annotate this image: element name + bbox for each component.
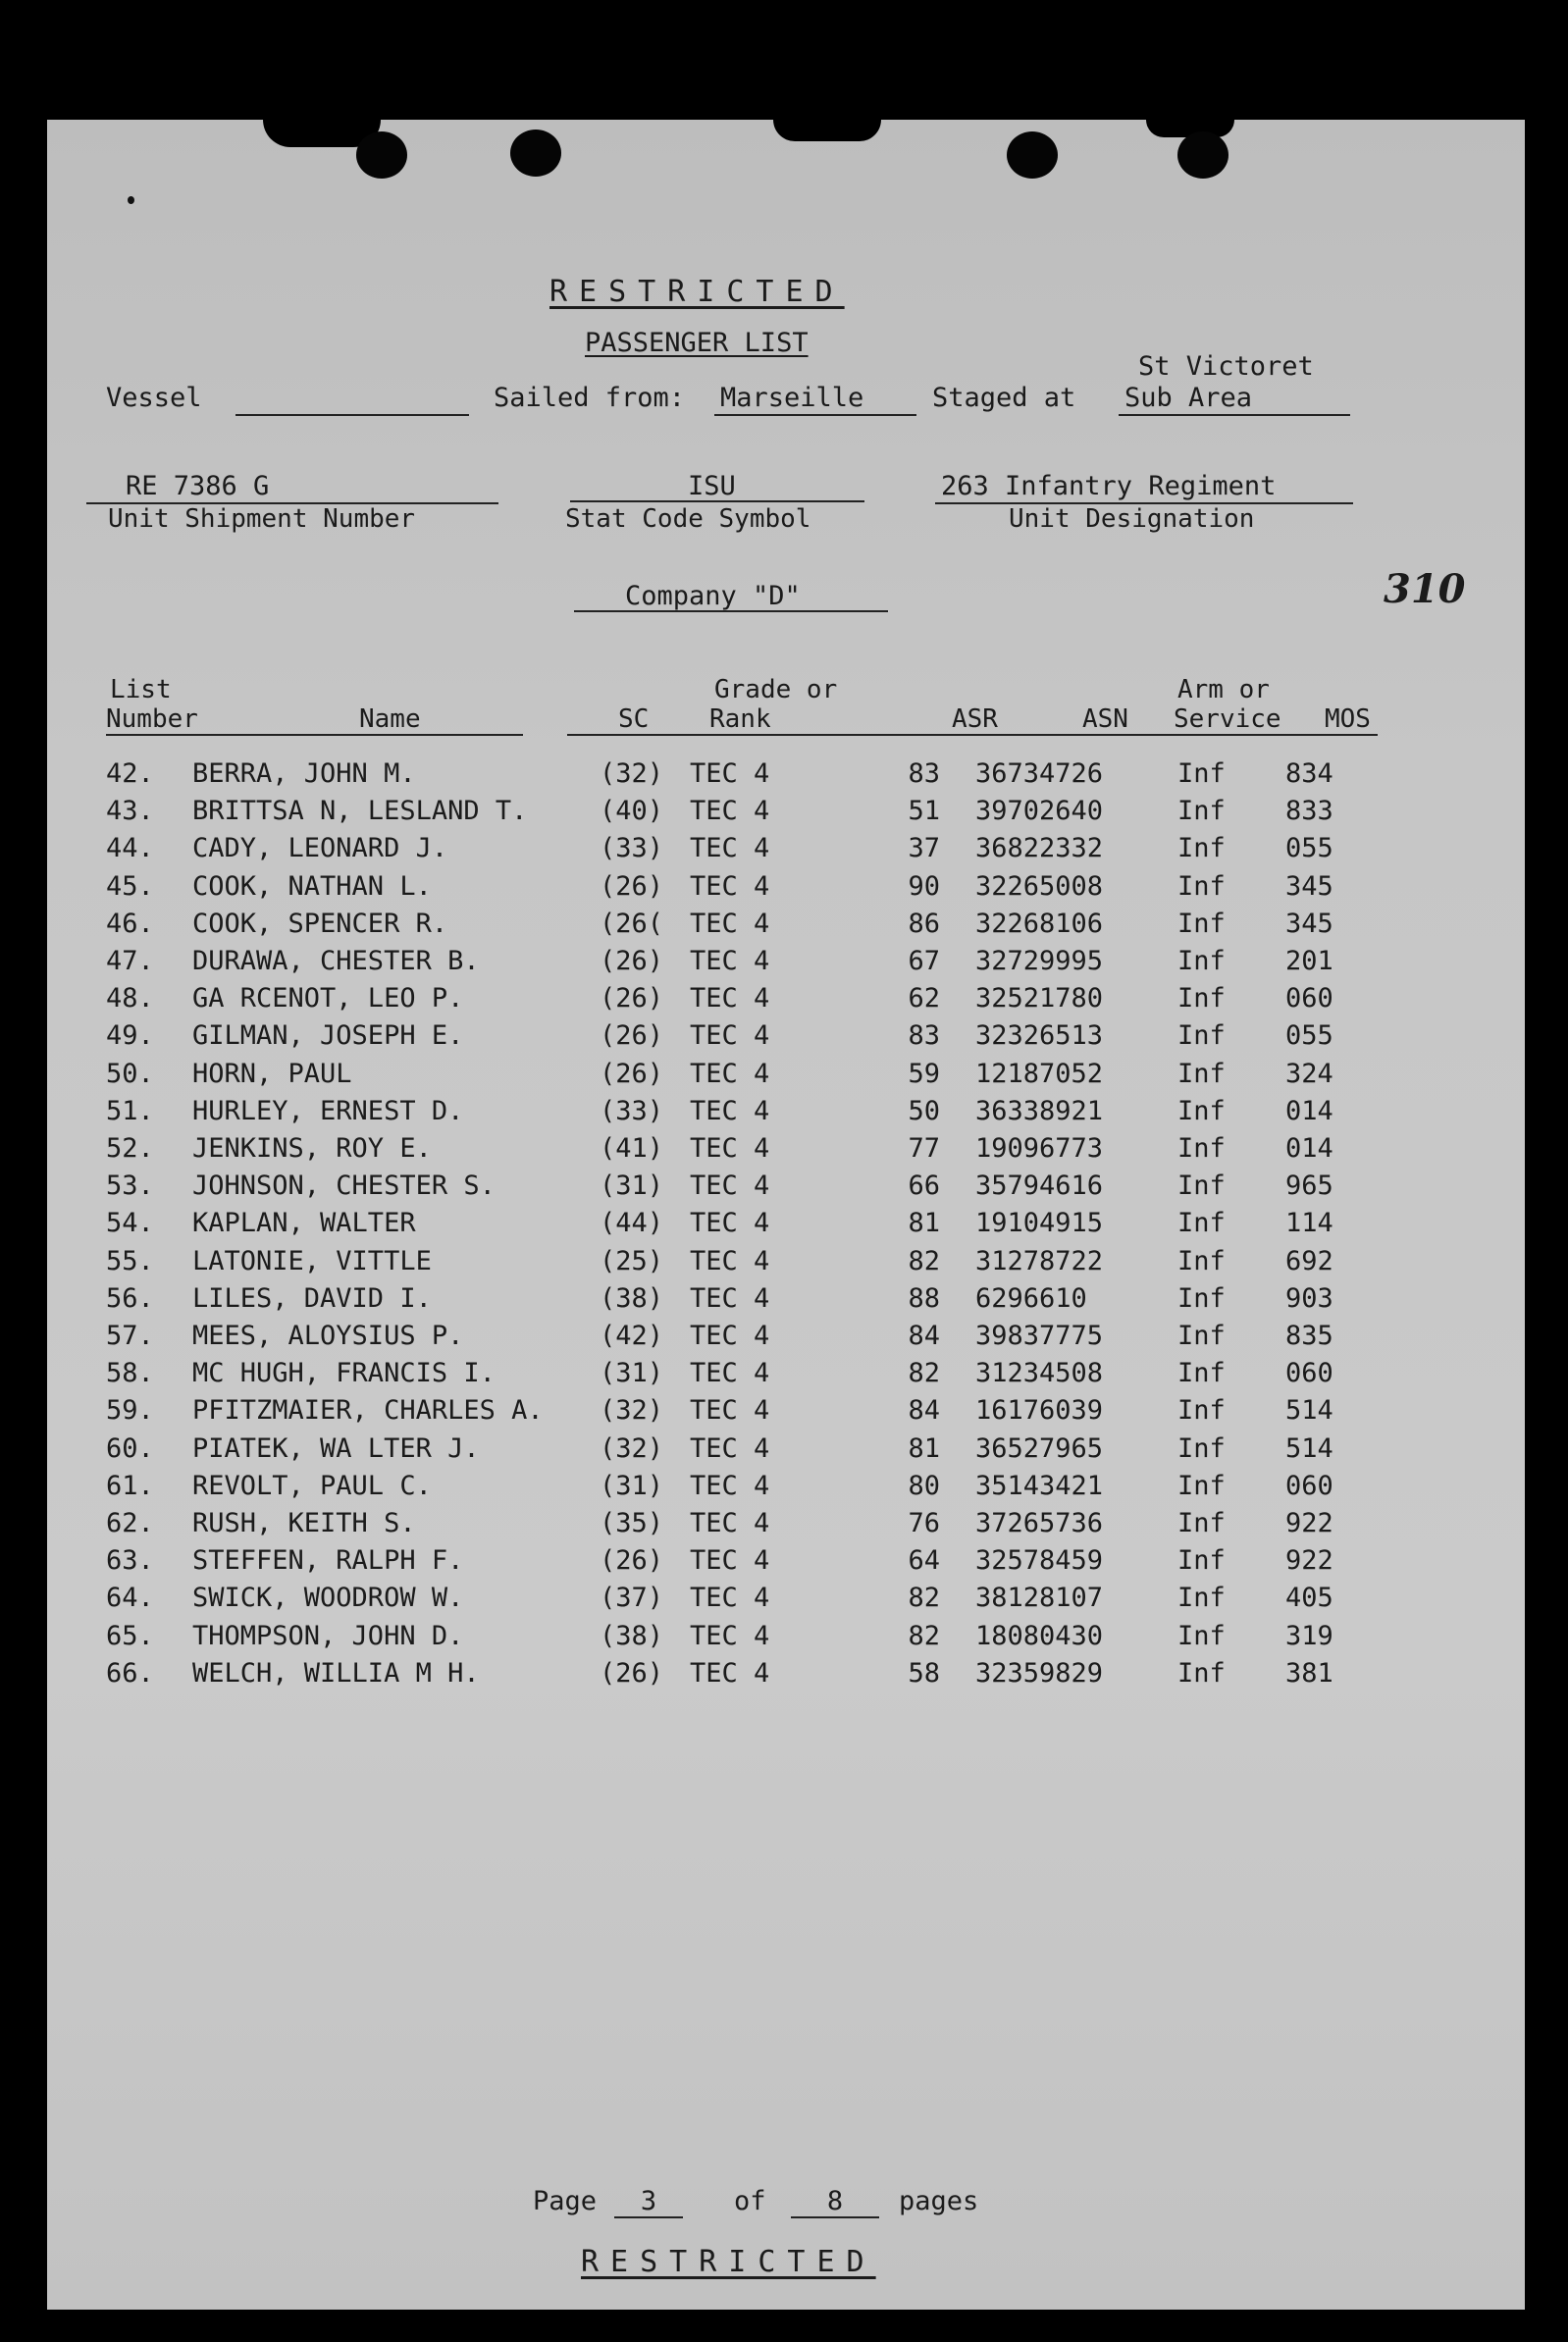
grade: TEC 4 — [690, 1432, 770, 1464]
asn-number: 36734726 — [975, 758, 1104, 789]
grade: TEC 4 — [690, 1095, 770, 1126]
page-label: Page — [533, 2186, 598, 2216]
header-underline — [567, 734, 1176, 736]
list-number: 54. — [106, 1208, 154, 1239]
asr-score: 82 — [908, 1583, 940, 1614]
grade: TEC 4 — [690, 1133, 770, 1164]
passenger-name: STEFFEN, RALPH F. — [192, 1545, 464, 1577]
mos-code: 055 — [1285, 1020, 1333, 1052]
mos-code: 319 — [1285, 1620, 1333, 1651]
mos-code: 381 — [1285, 1657, 1333, 1689]
passenger-name: GA RCENOT, LEO P. — [192, 983, 464, 1015]
asr-score: 82 — [908, 1245, 940, 1276]
torn-edge — [773, 120, 881, 141]
grade: TEC 4 — [690, 758, 770, 789]
arm-service: Inf — [1177, 1620, 1226, 1651]
asn-number: 32359829 — [975, 1657, 1104, 1689]
punch-hole — [1007, 131, 1058, 179]
passenger-name: COOK, NATHAN L. — [192, 870, 432, 902]
grade: TEC 4 — [690, 1620, 770, 1651]
asn-number: 31234508 — [975, 1358, 1104, 1389]
list-number: 46. — [106, 908, 154, 939]
mos-code: 014 — [1285, 1133, 1333, 1164]
unit-designation-label: Unit Designation — [1009, 504, 1255, 534]
passenger-name: LATONIE, VITTLE — [192, 1245, 432, 1276]
grade: TEC 4 — [690, 1657, 770, 1689]
asn-number: 16176039 — [975, 1395, 1104, 1427]
col-arm-l2: Service — [1174, 704, 1281, 734]
arm-service: Inf — [1177, 1583, 1226, 1614]
mos-code: 922 — [1285, 1508, 1333, 1538]
sc-code: (26) — [600, 983, 664, 1015]
sc-code: (26) — [600, 1058, 664, 1089]
header-underline — [1174, 734, 1378, 736]
asn-number: 32326513 — [975, 1020, 1104, 1052]
mos-code: 692 — [1285, 1245, 1333, 1276]
sc-code: (38) — [600, 1282, 664, 1314]
arm-service: Inf — [1177, 1020, 1226, 1052]
arm-service: Inf — [1177, 1358, 1226, 1389]
mos-code: 014 — [1285, 1095, 1333, 1126]
mos-code: 922 — [1285, 1545, 1333, 1577]
asr-score: 66 — [908, 1171, 940, 1202]
sc-code: (33) — [600, 833, 664, 864]
col-arm-l1: Arm or — [1177, 675, 1270, 704]
arm-service: Inf — [1177, 1657, 1226, 1689]
list-number: 61. — [106, 1470, 154, 1501]
grade: TEC 4 — [690, 1245, 770, 1276]
grade: TEC 4 — [690, 1171, 770, 1202]
list-number: 59. — [106, 1395, 154, 1427]
list-number: 58. — [106, 1358, 154, 1389]
col-name: Name — [359, 704, 421, 734]
arm-service: Inf — [1177, 1432, 1226, 1464]
asn-number: 36338921 — [975, 1095, 1104, 1126]
sc-code: (31) — [600, 1171, 664, 1202]
list-number: 66. — [106, 1657, 154, 1689]
asn-number: 32265008 — [975, 870, 1104, 902]
arm-service: Inf — [1177, 758, 1226, 789]
classification-footer: RESTRICTED — [581, 2245, 876, 2279]
mos-code: 965 — [1285, 1171, 1333, 1202]
arm-service: Inf — [1177, 833, 1226, 864]
passenger-name: MC HUGH, FRANCIS I. — [192, 1358, 496, 1389]
arm-service: Inf — [1177, 1470, 1226, 1501]
of-label: of — [734, 2186, 766, 2216]
passenger-name: RUSH, KEITH S. — [192, 1508, 416, 1538]
passenger-name: PIATEK, WA LTER J. — [192, 1432, 480, 1464]
passenger-name: MEES, ALOYSIUS P. — [192, 1321, 464, 1351]
list-number: 65. — [106, 1620, 154, 1651]
arm-service: Inf — [1177, 796, 1226, 827]
asn-number: 32578459 — [975, 1545, 1104, 1577]
total-pages: 8 — [791, 2186, 879, 2218]
stat-code-symbol: ISU — [570, 471, 864, 502]
grade: TEC 4 — [690, 1358, 770, 1389]
asn-number: 32521780 — [975, 983, 1104, 1015]
col-sc: SC — [618, 704, 650, 734]
asr-score: 81 — [908, 1208, 940, 1239]
sc-code: (41) — [600, 1133, 664, 1164]
asn-number: 36822332 — [975, 833, 1104, 864]
asr-score: 62 — [908, 983, 940, 1015]
asr-score: 50 — [908, 1095, 940, 1126]
asr-score: 82 — [908, 1620, 940, 1651]
sc-code: (33) — [600, 1095, 664, 1126]
vessel-label: Vessel — [106, 383, 202, 413]
arm-service: Inf — [1177, 1095, 1226, 1126]
asr-score: 76 — [908, 1508, 940, 1538]
asr-score: 80 — [908, 1470, 940, 1501]
passenger-name: COOK, SPENCER R. — [192, 908, 448, 939]
arm-service: Inf — [1177, 1508, 1226, 1538]
arm-service: Inf — [1177, 1282, 1226, 1314]
list-number: 63. — [106, 1545, 154, 1577]
sc-code: (26) — [600, 946, 664, 976]
grade: TEC 4 — [690, 1583, 770, 1614]
passenger-name: BERRA, JOHN M. — [192, 758, 416, 789]
arm-service: Inf — [1177, 1395, 1226, 1427]
arm-service: Inf — [1177, 908, 1226, 939]
document-page — [47, 120, 1525, 2310]
grade: TEC 4 — [690, 1321, 770, 1351]
mos-code: 345 — [1285, 870, 1333, 902]
col-asr: ASR — [952, 704, 998, 734]
passenger-name: HORN, PAUL — [192, 1058, 352, 1089]
asn-number: 32268106 — [975, 908, 1104, 939]
list-number: 47. — [106, 946, 154, 976]
asn-number: 38128107 — [975, 1583, 1104, 1614]
passenger-name: JOHNSON, CHESTER S. — [192, 1171, 496, 1202]
company-designation: Company "D" — [574, 581, 888, 612]
list-number: 42. — [106, 758, 154, 789]
col-grade-l1: Grade or — [714, 675, 838, 704]
list-number: 49. — [106, 1020, 154, 1052]
list-number: 57. — [106, 1321, 154, 1351]
staged-at-value-line2: Sub Area — [1119, 383, 1350, 416]
list-number: 51. — [106, 1095, 154, 1126]
list-number: 62. — [106, 1508, 154, 1538]
mos-code: 903 — [1285, 1282, 1333, 1314]
mos-code: 114 — [1285, 1208, 1333, 1239]
mos-code: 055 — [1285, 833, 1333, 864]
ink-dot — [128, 196, 134, 204]
asn-number: 31278722 — [975, 1245, 1104, 1276]
arm-service: Inf — [1177, 1545, 1226, 1577]
sc-code: (26) — [600, 1545, 664, 1577]
grade: TEC 4 — [690, 983, 770, 1015]
list-number: 55. — [106, 1245, 154, 1276]
grade: TEC 4 — [690, 1058, 770, 1089]
vessel-value — [235, 383, 469, 416]
passenger-name: KAPLAN, WALTER — [192, 1208, 416, 1239]
list-number: 50. — [106, 1058, 154, 1089]
asn-number: 39837775 — [975, 1321, 1104, 1351]
handwritten-page-number: 310 — [1384, 566, 1466, 612]
grade: TEC 4 — [690, 1395, 770, 1427]
asn-number: 19104915 — [975, 1208, 1104, 1239]
list-number: 48. — [106, 983, 154, 1015]
asr-score: 84 — [908, 1321, 940, 1351]
asr-score: 51 — [908, 796, 940, 827]
asn-number: 39702640 — [975, 796, 1104, 827]
unit-shipment-number-label: Unit Shipment Number — [108, 504, 416, 534]
grade: TEC 4 — [690, 796, 770, 827]
mos-code: 324 — [1285, 1058, 1333, 1089]
unit-designation: 263 Infantry Regiment — [935, 471, 1353, 504]
mos-code: 060 — [1285, 1358, 1333, 1389]
sc-code: (42) — [600, 1321, 664, 1351]
arm-service: Inf — [1177, 1058, 1226, 1089]
grade: TEC 4 — [690, 1470, 770, 1501]
sc-code: (37) — [600, 1583, 664, 1614]
passenger-name: PFITZMAIER, CHARLES A. — [192, 1395, 544, 1427]
asn-number: 32729995 — [975, 946, 1104, 976]
grade: TEC 4 — [690, 1508, 770, 1538]
grade: TEC 4 — [690, 1282, 770, 1314]
list-number: 53. — [106, 1171, 154, 1202]
stat-code-symbol-label: Stat Code Symbol — [565, 504, 811, 534]
col-grade-l2: Rank — [709, 704, 771, 734]
asr-score: 82 — [908, 1358, 940, 1389]
pages-label: pages — [899, 2186, 979, 2216]
sc-code: (26( — [600, 908, 664, 939]
asn-number: 18080430 — [975, 1620, 1104, 1651]
classification-header: RESTRICTED — [549, 275, 845, 309]
sailed-from-label: Sailed from: — [494, 383, 686, 413]
mos-code: 833 — [1285, 796, 1333, 827]
unit-shipment-number: RE 7386 G — [86, 471, 498, 504]
asn-number: 35143421 — [975, 1470, 1104, 1501]
list-number: 43. — [106, 796, 154, 827]
mos-code: 060 — [1285, 983, 1333, 1015]
mos-code: 060 — [1285, 1470, 1333, 1501]
sc-code: (26) — [600, 870, 664, 902]
passenger-name: LILES, DAVID I. — [192, 1282, 432, 1314]
grade: TEC 4 — [690, 946, 770, 976]
sc-code: (32) — [600, 1432, 664, 1464]
grade: TEC 4 — [690, 1545, 770, 1577]
mos-code: 405 — [1285, 1583, 1333, 1614]
grade: TEC 4 — [690, 1020, 770, 1052]
asr-score: 81 — [908, 1432, 940, 1464]
mos-code: 834 — [1285, 758, 1333, 789]
mos-code: 514 — [1285, 1395, 1333, 1427]
asr-score: 86 — [908, 908, 940, 939]
sc-code: (35) — [600, 1508, 664, 1538]
passenger-name: REVOLT, PAUL C. — [192, 1470, 432, 1501]
passenger-name: BRITTSA N, LESLAND T. — [192, 796, 528, 827]
passenger-name: HURLEY, ERNEST D. — [192, 1095, 464, 1126]
col-asn: ASN — [1082, 704, 1128, 734]
sc-code: (25) — [600, 1245, 664, 1276]
passenger-name: CADY, LEONARD J. — [192, 833, 448, 864]
sc-code: (26) — [600, 1657, 664, 1689]
staged-at-label: Staged at — [932, 383, 1076, 413]
sc-code: (32) — [600, 1395, 664, 1427]
asr-score: 90 — [908, 870, 940, 902]
asn-number: 6296610 — [975, 1282, 1087, 1314]
punch-hole — [356, 131, 407, 179]
sc-code: (31) — [600, 1470, 664, 1501]
asn-number: 36527965 — [975, 1432, 1104, 1464]
asr-score: 88 — [908, 1282, 940, 1314]
table-row — [47, 1658, 1525, 1707]
page-number: 3 — [614, 2186, 683, 2218]
sc-code: (32) — [600, 758, 664, 789]
col-list-number-l1: List — [110, 675, 172, 704]
arm-service: Inf — [1177, 946, 1226, 976]
asn-number: 35794616 — [975, 1171, 1104, 1202]
asr-score: 83 — [908, 1020, 940, 1052]
asr-score: 83 — [908, 758, 940, 789]
asn-number: 12187052 — [975, 1058, 1104, 1089]
arm-service: Inf — [1177, 1208, 1226, 1239]
asr-score: 67 — [908, 946, 940, 976]
grade: TEC 4 — [690, 1208, 770, 1239]
arm-service: Inf — [1177, 983, 1226, 1015]
passenger-name: THOMPSON, JOHN D. — [192, 1620, 464, 1651]
arm-service: Inf — [1177, 1245, 1226, 1276]
grade: TEC 4 — [690, 908, 770, 939]
passenger-name: WELCH, WILLIA M H. — [192, 1657, 480, 1689]
list-number: 64. — [106, 1583, 154, 1614]
list-number: 44. — [106, 833, 154, 864]
arm-service: Inf — [1177, 1133, 1226, 1164]
staged-at-value-line1: St Victoret — [1138, 351, 1314, 382]
passenger-name: DURAWA, CHESTER B. — [192, 946, 480, 976]
sc-code: (38) — [600, 1620, 664, 1651]
sc-code: (31) — [600, 1358, 664, 1389]
col-mos: MOS — [1325, 704, 1371, 734]
arm-service: Inf — [1177, 870, 1226, 902]
punch-hole — [510, 130, 561, 177]
passenger-name: JENKINS, ROY E. — [192, 1133, 432, 1164]
sc-code: (44) — [600, 1208, 664, 1239]
asr-score: 37 — [908, 833, 940, 864]
passenger-name: SWICK, WOODROW W. — [192, 1583, 464, 1614]
asr-score: 77 — [908, 1133, 940, 1164]
sc-code: (40) — [600, 796, 664, 827]
list-number: 52. — [106, 1133, 154, 1164]
list-title: PASSENGER LIST — [585, 328, 809, 358]
sc-code: (26) — [600, 1020, 664, 1052]
asr-score: 84 — [908, 1395, 940, 1427]
col-list-number-l2: Number — [106, 704, 198, 734]
mos-code: 201 — [1285, 946, 1333, 976]
mos-code: 835 — [1285, 1321, 1333, 1351]
asr-score: 58 — [908, 1657, 940, 1689]
passenger-name: GILMAN, JOSEPH E. — [192, 1020, 464, 1052]
arm-service: Inf — [1177, 1321, 1226, 1351]
asn-number: 37265736 — [975, 1508, 1104, 1538]
mos-code: 514 — [1285, 1432, 1333, 1464]
mos-code: 345 — [1285, 908, 1333, 939]
header-underline — [106, 734, 523, 736]
punch-hole — [1177, 131, 1228, 179]
list-number: 60. — [106, 1432, 154, 1464]
asn-number: 19096773 — [975, 1133, 1104, 1164]
grade: TEC 4 — [690, 833, 770, 864]
list-number: 56. — [106, 1282, 154, 1314]
asr-score: 59 — [908, 1058, 940, 1089]
arm-service: Inf — [1177, 1171, 1226, 1202]
sailed-from-value: Marseille — [714, 383, 916, 416]
asr-score: 64 — [908, 1545, 940, 1577]
grade: TEC 4 — [690, 870, 770, 902]
list-number: 45. — [106, 870, 154, 902]
